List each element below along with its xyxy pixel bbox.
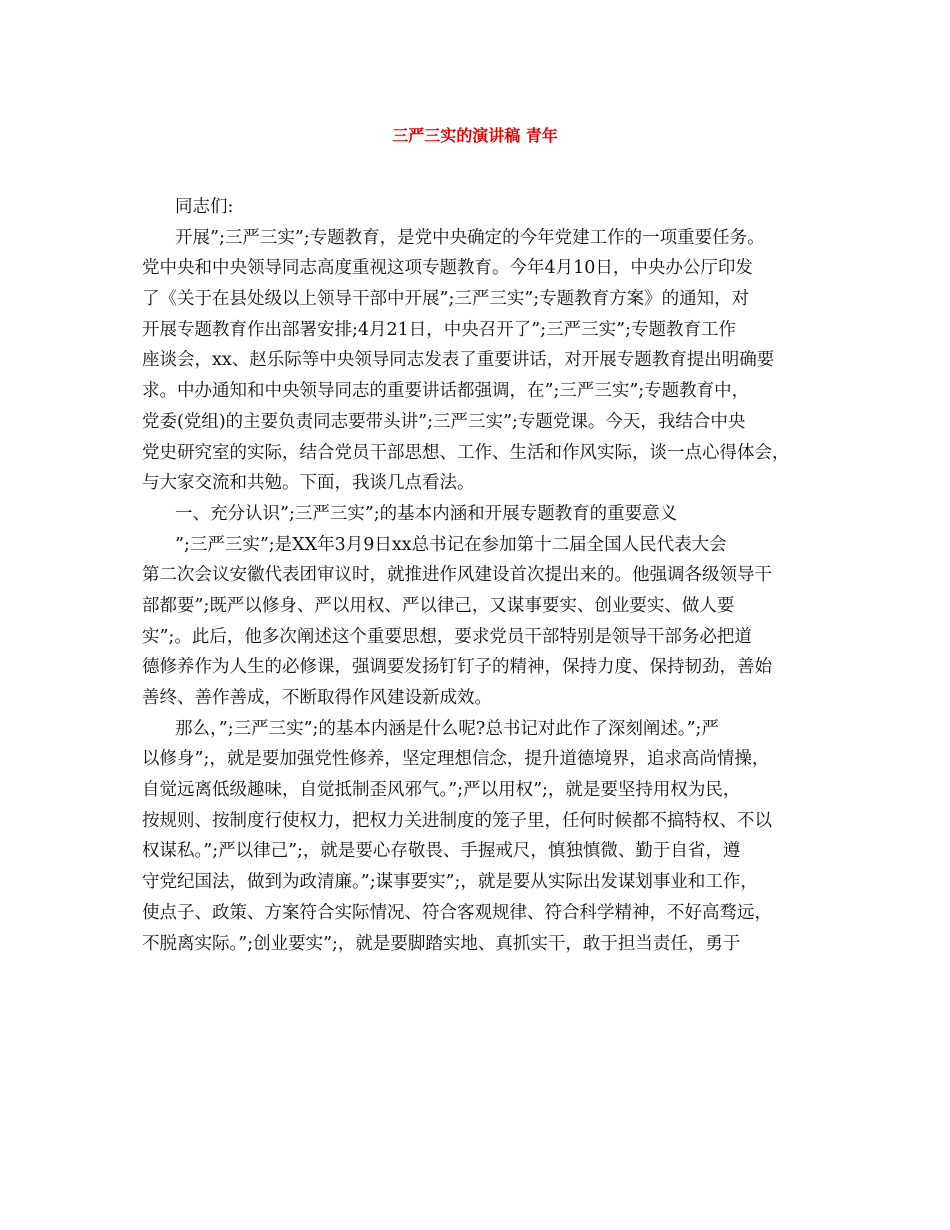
- paragraph-line: 以修身”;，就是要加强党性修养，坚定理想信念，提升道德境界，追求高尚情操，: [142, 749, 770, 770]
- paragraph-line: 实”;。此后，他多次阐述这个重要思想，要求党员干部特别是领导干部务必把道: [142, 626, 752, 647]
- paragraph-line: 座谈会，xx、赵乐际等中央领导同志发表了重要讲话，对开展专题教育提出明确要: [142, 350, 775, 371]
- salutation-line: 同志们:: [175, 197, 234, 217]
- document-title: 三严三实的演讲稿 青年: [392, 126, 558, 145]
- paragraph-line: 党史研究室的实际，结合党员干部思想、工作、生活和作风实际，谈一点心得体会，: [142, 442, 790, 463]
- paragraph-line: 第二次会议安徽代表团审议时，就推进作风建设首次提出来的。他强调各级领导干: [142, 565, 772, 586]
- paragraph-line: 党中央和中央领导同志高度重视这项专题教育。今年4月10日，中央办公厅印发: [142, 258, 753, 279]
- paragraph-line: 善终、善作善成，不断取得作风建设新成效。: [142, 688, 492, 708]
- paragraph-line: 了《关于在县处级以上领导干部中开展”;三严三实”;专题教育方案》的通知，对: [142, 289, 750, 310]
- paragraph-line: 部都要”;既严以修身、严以用权、严以律己，又谋事要实、创业要实、做人要: [142, 595, 735, 616]
- document-body: [142, 192, 812, 959]
- paragraph-line: 守党纪国法，做到为政清廉。”;谋事要实”;，就是要从实际出发谋划事业和工作，: [142, 872, 758, 893]
- paragraph-line: 不脱离实际。”;创业要实”;，就是要脚踏实地、真抓实干，敢于担当责任，勇于: [142, 933, 741, 954]
- section-heading: 一、充分认识”;三严三实”;的基本内涵和开展专题教育的重要意义: [175, 503, 678, 524]
- paragraph-line: 德修养作为人生的必修课，强调要发扬钉钉子的精神，保持力度、保持韧劲，善始: [142, 657, 772, 678]
- paragraph-line: ”;三严三实”;是XX年3月9日xx总书记在参加第十二届全国人民代表大会: [175, 534, 727, 555]
- paragraph-line: 使点子、政策、方案符合实际情况、符合客观规律、符合科学精神，不好高骛远，: [142, 902, 772, 923]
- paragraph-line: 开展专题教育作出部署安排;4月21日，中央召开了”;三严三实”;专题教育工作: [142, 319, 736, 340]
- paragraph-line: 求。中办通知和中央领导同志的重要讲话都强调，在”;三严三实”;专题教育中，: [142, 381, 750, 402]
- paragraph-line: 按规则、按制度行使权力，把权力关进制度的笼子里，任何时候都不搞特权、不以: [142, 810, 772, 831]
- paragraph-line: 自觉远离低级趣味，自觉抵制歪风邪气。”;严以用权”;，就是要坚持用权为民，: [142, 780, 741, 801]
- paragraph-line: 那么，”;三严三实”;的基本内涵是什么呢?总书记对此作了深刻阐述。”;严: [175, 718, 719, 739]
- paragraph-line: 与大家交流和共勉。下面，我谈几点看法。: [142, 473, 475, 494]
- paragraph-line: 开展”;三严三实”;专题教育，是党中央确定的今年党建工作的一项重要任务。: [175, 227, 765, 248]
- paragraph-line: 权谋私。”;严以律己”;，就是要心存敬畏、手握戒尺，慎独慎微、勤于自省，遵: [142, 841, 741, 862]
- paragraph-line: 党委(党组)的主要负责同志要带头讲”;三严三实”;专题党课。今天，我结合中央: [142, 411, 746, 432]
